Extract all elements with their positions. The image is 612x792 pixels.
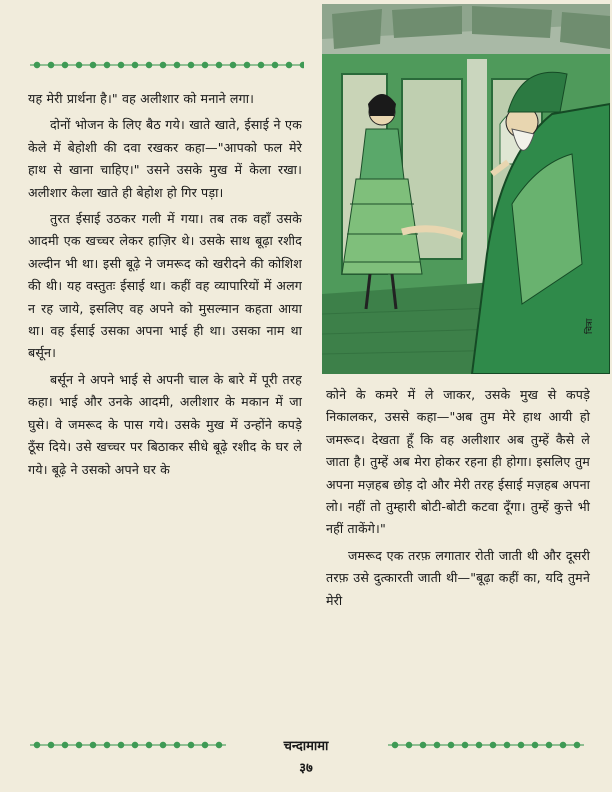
- paragraph: कोने के कमरे में ले जाकर, उसके मुख से कपड़े निकालकर, उससे कहा—"अब तुम मेरे हाथ आयी हो जमरूद। देखता हूँ कि वह अलीशार अब तुम्हें कैसे ले जाता है। तुम्हें अब मेरा होकर रहना ही होगा। इसलिए तुम अपना मज़हब छोड़ दो और मेरी तरह ईसाई मज़हब अपना लो। नहीं तो तुम्हारी बोटी-बोटी कटवा दूँगा। तुम्हें कुत्ते भी नहीं ताकेंगे।": [326, 387, 590, 537]
- story-illustration: [322, 4, 610, 374]
- paragraph: दोनों भोजन के लिए बैठ गये। खाते खाते, ईसाई ने एक केले में बेहोशी की दवा रखकर कहा—"आपको फल मेरे हाथ से खाना चाहिए।" उसने उसके मुख में केला रखा। अलीशार केला खाते ही बेहोश हो गिर पड़ा।: [28, 117, 302, 200]
- illustration-woman-and-old-man: [322, 4, 610, 374]
- paragraph: जमरूद एक तरफ़ लगातार रोती जाती थी और दूसरी तरफ़ उसे दुत्कारती जाती थी—"बूढ़ा कहीं का, यदि तुमने मेरी: [326, 547, 590, 608]
- illustration-signature: चित्रा: [585, 318, 595, 334]
- right-text-column: [326, 384, 590, 616]
- paragraph: तुरत ईसाई उठकर गली में गया। तब तक वहाँ उसके आदमी एक खच्चर लेकर हाज़िर थे। उसके साथ बूढ़ा रशीद अल्दीन भी था। इसी बूढ़े ने जमरूद को खरीदने की कोशिश की थी। यह वस्तुतः ईसाई था। कहीं वह व्यापारियों में अलग न रह जाये, इसलिए वह अपने को मुसल्मान कहता आया था। वह ईसाई उसका अपना भाई ही था। उसका नाम था बर्सून।: [28, 211, 302, 361]
- footer-right-ornament: [388, 738, 584, 752]
- top-left-ornament-border: [30, 58, 304, 72]
- footer-left-ornament: [30, 738, 226, 752]
- left-text-column: [28, 88, 302, 485]
- page-number: ३७: [299, 761, 313, 776]
- paragraph: यह मेरी प्रार्थना है।" वह अलीशार को मनाने लगा।: [28, 91, 255, 106]
- paragraph: बर्सून ने अपने भाई से अपनी चाल के बारे में पूरी तरह कहा। भाई और उनके आदमी, अलीशार के मकान में जा घुसे। वे जमरूद के पास गये। उसके मुख में उन्होंने कपड़े ठूँस दिये। उसे खच्चर पर बिठाकर सीधे बूढ़े रशीद के घर ले गये। बूढ़े ने उसको अपने घर के: [28, 371, 302, 477]
- magazine-name: चन्दामामा: [283, 739, 329, 754]
